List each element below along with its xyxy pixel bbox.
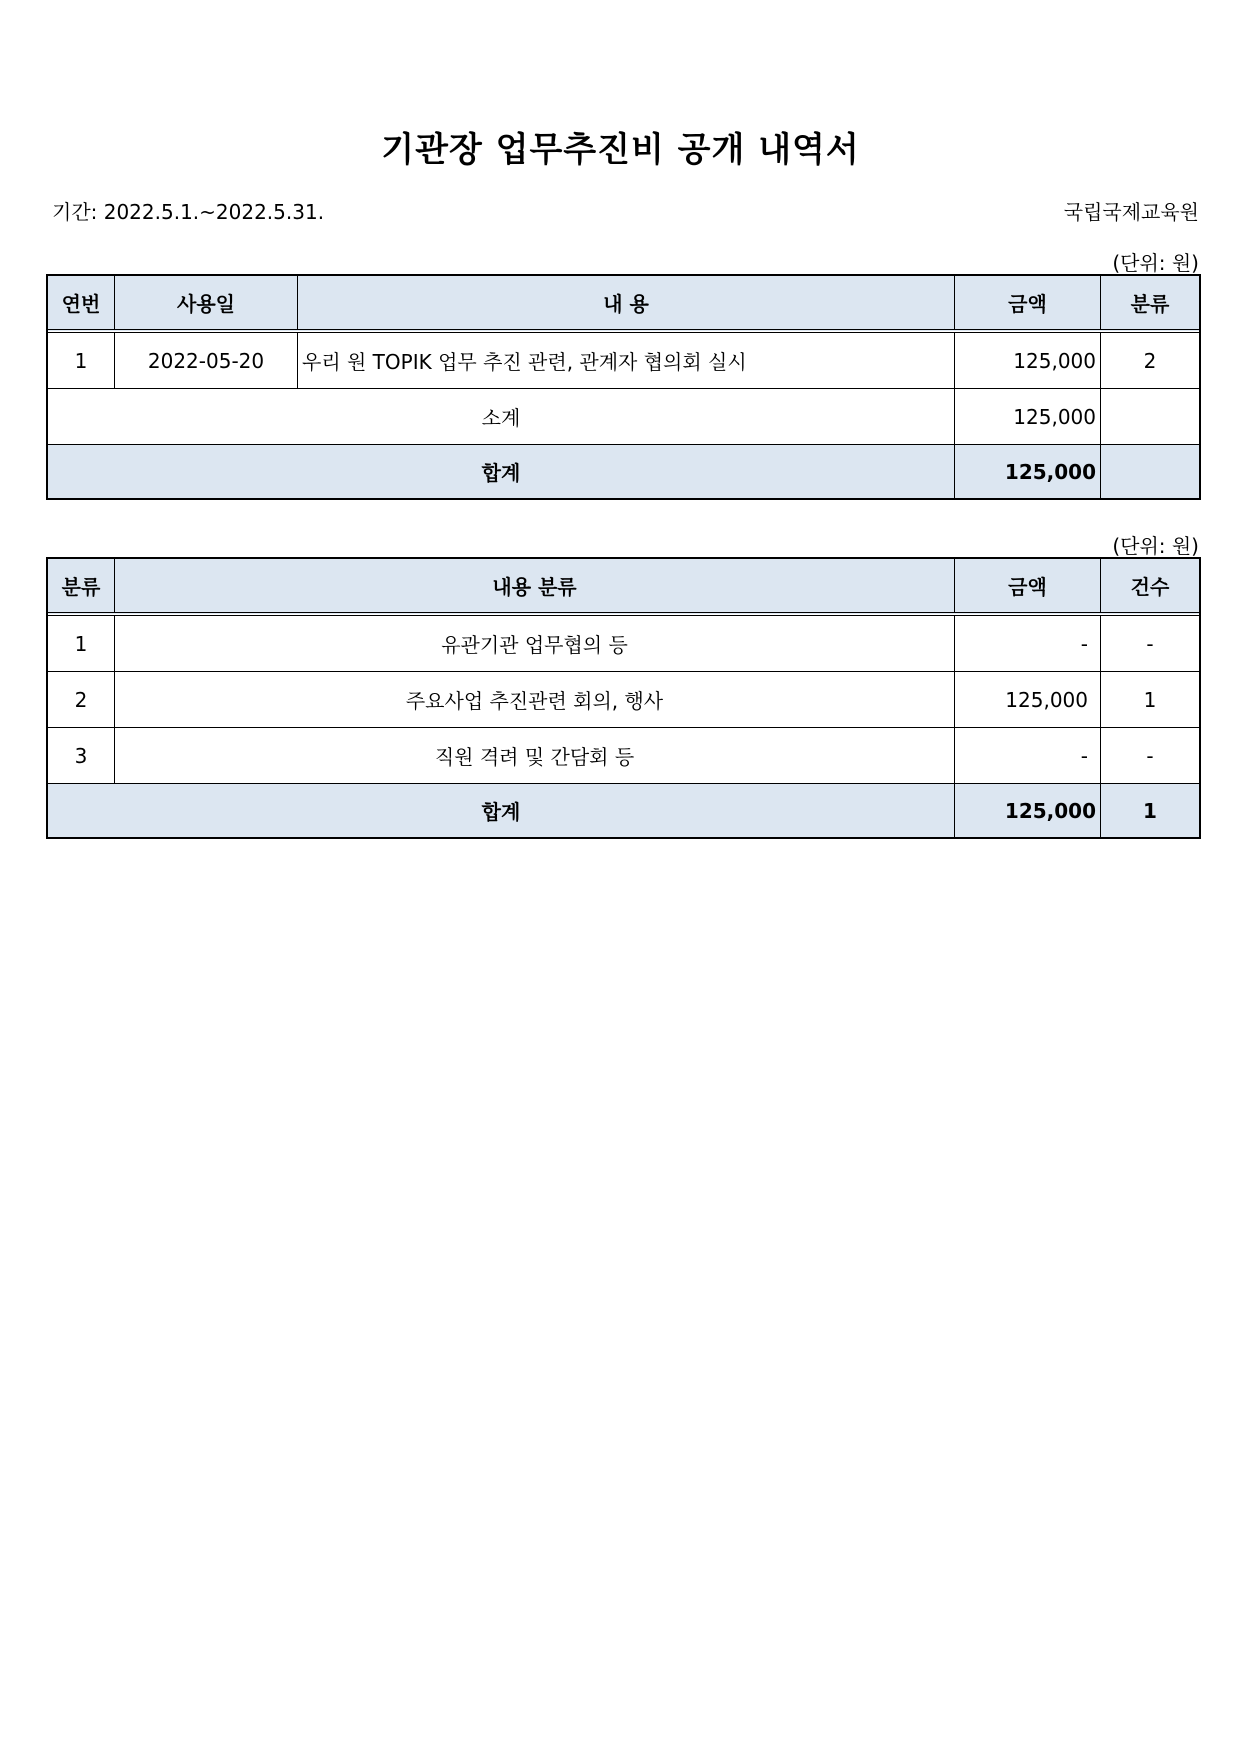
subtotal-empty: [1101, 389, 1200, 445]
total-amount: 125,000: [955, 784, 1101, 838]
subtotal-label: 소계: [48, 389, 955, 445]
subtotal-row: [48, 389, 1200, 445]
category-summary-table: [47, 558, 1200, 838]
row-count: -: [1101, 728, 1200, 784]
row-count: 1: [1101, 672, 1200, 728]
total-empty: [1101, 445, 1200, 499]
table-header-row: [48, 559, 1200, 615]
table-header-row: [48, 276, 1200, 332]
row-count: -: [1101, 614, 1200, 672]
total-row: [48, 784, 1200, 838]
row-category: 1: [48, 614, 115, 672]
row-description: 주요사업 추진관련 회의, 행사: [115, 672, 955, 728]
total-label: 합계: [48, 784, 955, 838]
header-description: 내용 분류: [115, 559, 955, 615]
table-row: [48, 672, 1200, 728]
table-row: [48, 331, 1200, 389]
header-category: 분류: [48, 559, 115, 615]
row-no: 1: [48, 331, 115, 389]
row-description: 직원 격려 및 간담회 등: [115, 728, 955, 784]
header-content: 내 용: [298, 276, 955, 332]
row-amount: 125,000: [955, 331, 1101, 389]
unit-label-1: (단위: 원): [1112, 251, 1199, 275]
header-category: 분류: [1101, 276, 1200, 332]
row-date: 2022-05-20: [115, 331, 298, 389]
total-count: 1: [1101, 784, 1200, 838]
table-row: [48, 614, 1200, 672]
expense-detail-table: [47, 275, 1200, 499]
total-amount: 125,000: [955, 445, 1101, 499]
header-count: 건수: [1101, 559, 1200, 615]
header-amount: 금액: [955, 559, 1101, 615]
row-description: 유관기관 업무협의 등: [115, 614, 955, 672]
header-no: 연번: [48, 276, 115, 332]
header-amount: 금액: [955, 276, 1101, 332]
page-title: 기관장 업무추진비 공개 내역서: [381, 130, 860, 170]
unit-label-2: (단위: 원): [1112, 534, 1199, 558]
header-date: 사용일: [115, 276, 298, 332]
row-category: 3: [48, 728, 115, 784]
row-amount: -: [955, 728, 1101, 784]
row-amount: 125,000: [955, 672, 1101, 728]
row-amount: -: [955, 614, 1101, 672]
subtotal-amount: 125,000: [955, 389, 1101, 445]
table-row: [48, 728, 1200, 784]
row-category: 2: [1101, 331, 1200, 389]
row-category: 2: [48, 672, 115, 728]
organization-name: 국립국제교육원: [1063, 200, 1199, 224]
total-row: [48, 445, 1200, 499]
period-text: 기간: 2022.5.1.~2022.5.31.: [52, 200, 325, 224]
row-content: 우리 원 TOPIK 업무 추진 관련, 관계자 협의회 실시: [298, 331, 955, 389]
total-label: 합계: [48, 445, 955, 499]
